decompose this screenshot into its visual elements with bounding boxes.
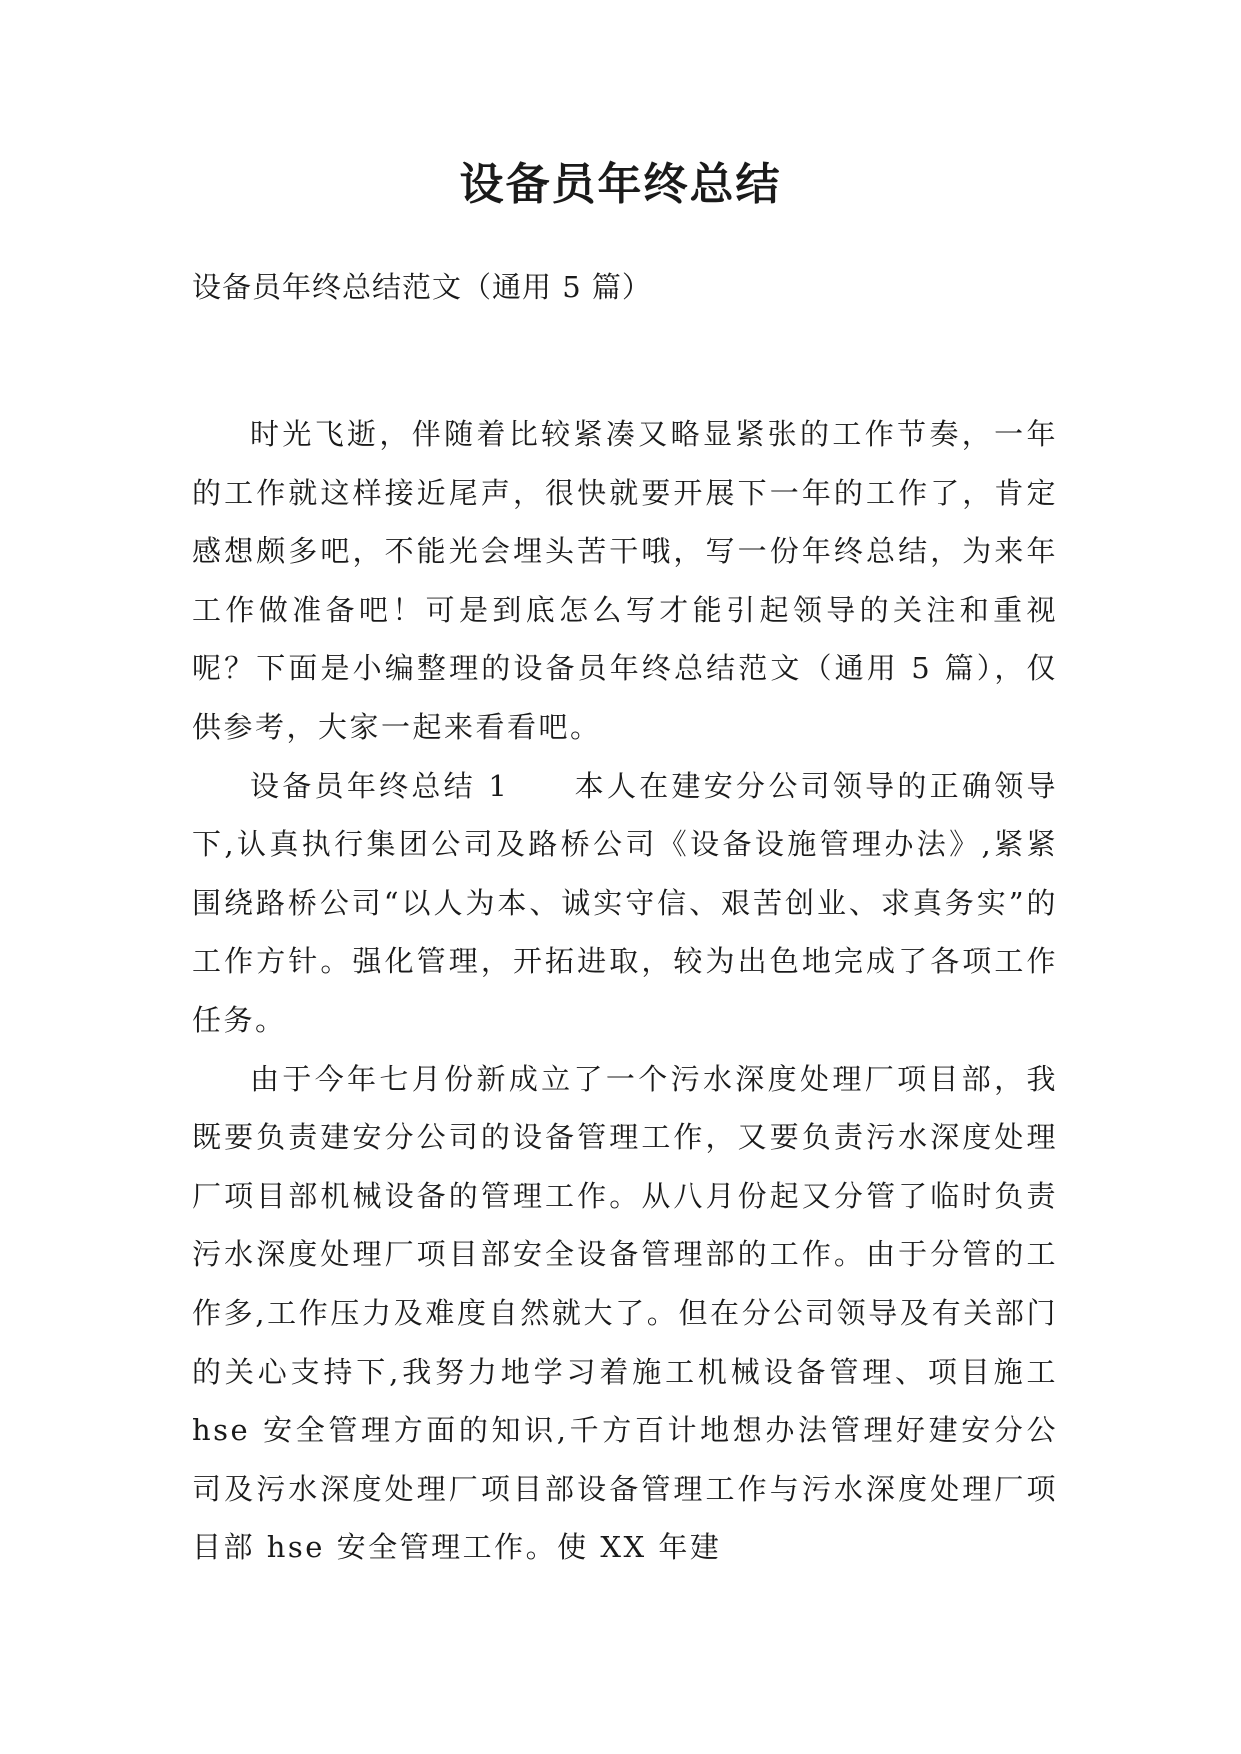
paragraph-intro: 时光飞逝，伴随着比较紧凑又略显紧张的工作节奏，一年的工作就这样接近尾声，很快就要开展下一年的工作了，肯定感想颇多吧，不能光会埋头苦干哦，写一份年终总结，为来年工作做准备吧！可是到底怎么写才能引起领导的关注和重视呢？下面是小编整理的设备员年终总结范文（通用 5 篇），仅供参考，大家一起来看看吧。	[192, 417, 1058, 744]
paragraph-summary-1: 设备员年终总结 1 本人在建安分公司领导的正确领导下,认真执行集团公司及路桥公司《设备设施管理办法》,紧紧围绕路桥公司“以人为本、诚实守信、艰苦创业、求真务实”的工作方针。强化管理，开拓进取，较为出色地完成了各项工作任务。	[192, 768, 1058, 1037]
document-body	[192, 405, 1058, 1577]
paragraph-work-details: 由于今年七月份新成立了一个污水深度处理厂项目部，我既要负责建安分公司的设备管理工作，又要负责污水深度处理厂项目部机械设备的管理工作。从八月份起又分管了临时负责污水深度处理厂项目部安全设备管理部的工作。由于分管的工作多,工作压力及难度自然就大了。但在分公司领导及有关部门的关心支持下,我努力地学习着施工机械设备管理、项目施工 hse 安全管理方面的知识,千方百计地想办法管理好建安分公司及污水深度处理厂项目部设备管理工作与污水深度处理厂项目部 hse 安全管理工作。使 XX 年建	[192, 1061, 1058, 1565]
document-subtitle: 设备员年终总结范文（通用 5 篇）	[192, 270, 652, 304]
document-title: 设备员年终总结	[459, 159, 782, 210]
